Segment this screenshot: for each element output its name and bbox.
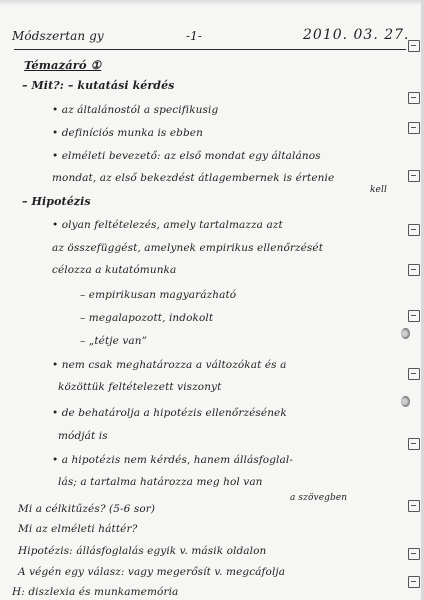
note-line: – empirikusan magyarázható bbox=[80, 289, 237, 301]
punch-hole-icon bbox=[401, 396, 410, 407]
margin-mark bbox=[408, 310, 420, 322]
subject-label: Módszertan gy bbox=[12, 29, 104, 43]
note-line: módját is bbox=[58, 430, 108, 442]
note-line: Témazáró ① bbox=[24, 58, 102, 72]
note-line: • a hipotézis nem kérdés, hanem állásfoglal- bbox=[52, 454, 293, 466]
note-line: célozza a kutatómunka bbox=[52, 264, 177, 276]
note-line: – „tétje van” bbox=[80, 335, 148, 347]
note-line: közöttük feltételezett viszonyt bbox=[58, 381, 222, 393]
header-rule bbox=[14, 49, 406, 50]
note-line: A végén egy válasz: vagy megerősít v. megcáfolja bbox=[18, 566, 286, 578]
margin-mark bbox=[408, 548, 420, 560]
margin-mark bbox=[408, 576, 420, 588]
note-line: a szövegben bbox=[290, 493, 348, 503]
page-number: -1- bbox=[186, 29, 203, 43]
note-line: • az általánostól a specifikusig bbox=[52, 104, 219, 116]
margin-mark bbox=[408, 224, 420, 236]
note-line: • olyan feltételezés, amely tartalmazza azt bbox=[52, 219, 283, 231]
margin-mark bbox=[408, 122, 420, 134]
note-line: – Hipotézis bbox=[22, 195, 91, 208]
note-line: Hipotézis: állásfoglalás egyik v. másik oldalon bbox=[18, 545, 267, 557]
date-label: 2010. 03. 27. bbox=[303, 27, 410, 43]
note-line: H: diszlexia és munkamemória bbox=[12, 586, 179, 598]
margin-mark bbox=[408, 368, 420, 380]
note-line: Mi a célkitűzés? (5-6 sor) bbox=[18, 503, 156, 515]
margin-mark bbox=[408, 264, 420, 276]
note-line: • de behatárolja a hipotézis ellenőrzésének bbox=[52, 407, 287, 419]
note-line: mondat, az első bekezdést átlagembernek is értenie bbox=[52, 172, 335, 184]
note-line: Mi az elméleti háttér? bbox=[18, 523, 138, 535]
punch-hole-icon bbox=[401, 328, 410, 339]
margin-mark bbox=[408, 500, 420, 512]
margin-mark bbox=[408, 92, 420, 104]
margin-mark bbox=[408, 438, 420, 450]
note-line: – megalapozott, indokolt bbox=[80, 312, 214, 324]
page-top-shadow bbox=[0, 0, 424, 6]
note-line: • elméleti bevezető: az első mondat egy általános bbox=[52, 150, 321, 162]
note-line: az összefüggést, amelynek empirikus ellenőrzését bbox=[52, 242, 324, 254]
note-line: • nem csak meghatározza a változókat és a bbox=[52, 359, 287, 371]
note-line: – Mit?: – kutatási kérdés bbox=[22, 79, 175, 92]
margin-mark bbox=[408, 170, 420, 182]
note-line: lás; a tartalma határozza meg hol van bbox=[58, 476, 263, 488]
margin-mark bbox=[408, 40, 420, 52]
note-line: kell bbox=[370, 185, 387, 195]
note-line: • definíciós munka is ebben bbox=[52, 127, 203, 139]
